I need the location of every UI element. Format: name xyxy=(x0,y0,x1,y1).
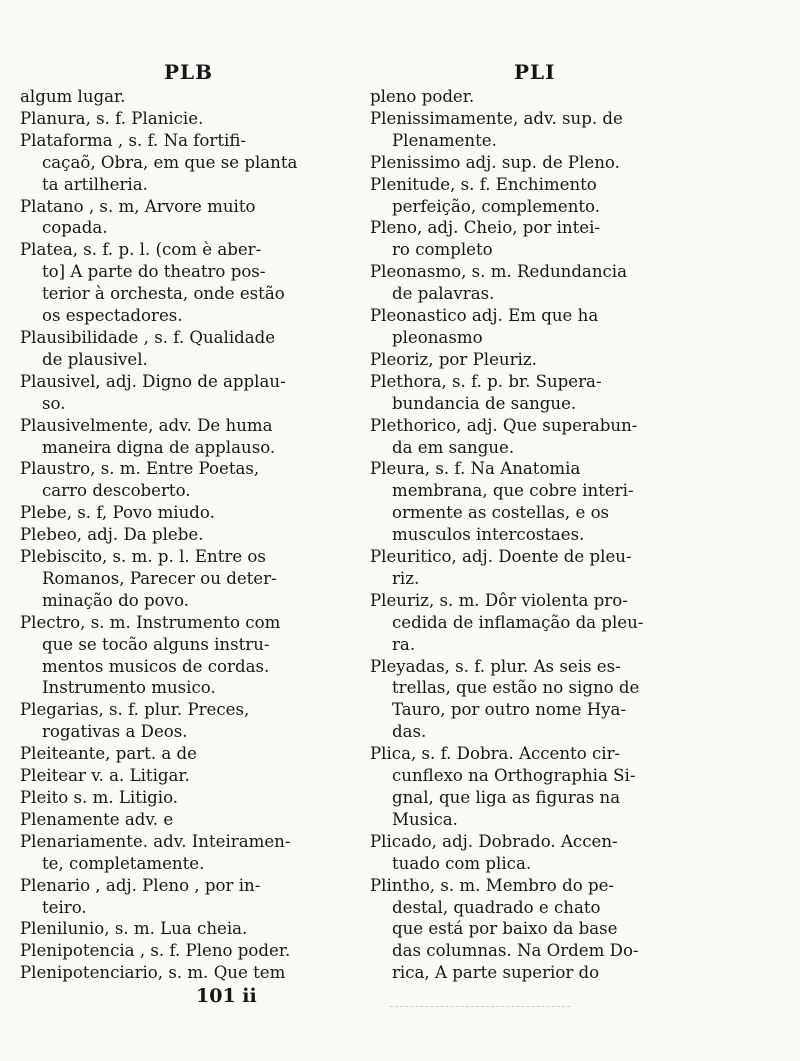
dictionary-entry xyxy=(370,831,700,875)
entry-line: maneira digna de applauso. xyxy=(42,437,276,457)
entry-line: Plegarias, s. f. plur. Preces, xyxy=(20,700,250,720)
entry-line: perfeição, complemento. xyxy=(392,196,601,216)
dictionary-entry xyxy=(20,86,355,108)
dictionary-entry xyxy=(20,612,355,700)
dictionary-entry xyxy=(20,787,355,809)
entry-line: Plataforma , s. f. Na fortifi- xyxy=(20,130,247,150)
entry-line: to] A parte do theatro pos- xyxy=(42,262,266,282)
entry-line: trellas, que estão no signo de xyxy=(392,678,640,698)
entry-line: Plebiscito, s. m. p. l. Entre os xyxy=(20,547,266,567)
entry-line: Plicado, adj. Dobrado. Accen- xyxy=(370,831,618,851)
entry-line: Platano , s. m, Arvore muito xyxy=(20,196,256,216)
entry-line: de plausivel. xyxy=(42,349,148,369)
entry-line: Plaustro, s. m. Entre Poetas, xyxy=(20,459,260,479)
dictionary-entry xyxy=(370,656,700,744)
dictionary-entry xyxy=(20,831,355,875)
entry-line: teiro. xyxy=(42,897,87,917)
dictionary-entry xyxy=(370,174,700,218)
dictionary-entry xyxy=(370,743,700,831)
entry-line: bundancia de sangue. xyxy=(392,393,577,413)
entry-line: cunflexo na Orthographia Si- xyxy=(392,766,636,786)
page-number: 101 ii xyxy=(196,985,257,1007)
dictionary-entry xyxy=(20,327,355,371)
entry-line: Pleura, s. f. Na Anatomia xyxy=(370,459,581,479)
entry-line: gnal, que liga as figuras na xyxy=(392,788,621,807)
entry-line: cedida de inflamação da pleu- xyxy=(392,612,644,632)
entry-line: Pleonasmo, s. m. Redundancia xyxy=(370,262,628,282)
footer-rule xyxy=(390,1006,570,1007)
dictionary-entry xyxy=(370,349,700,371)
entry-line: Plenipotenciario, s. m. Que tem xyxy=(20,963,286,983)
dictionary-entry xyxy=(370,371,700,415)
dictionary-entry xyxy=(20,524,355,546)
dictionary-entry xyxy=(370,546,700,590)
entry-line: Pleuritico, adj. Doente de pleu- xyxy=(370,547,632,567)
entry-line: Planura, s. f. Planicie. xyxy=(20,108,204,128)
dictionary-entry xyxy=(20,875,355,919)
entry-line: ro completo xyxy=(392,240,493,260)
dictionary-entry xyxy=(370,86,700,108)
dictionary-entry xyxy=(20,130,355,196)
entry-line: terior à orchesta, onde estão xyxy=(42,284,285,304)
entry-line: so. xyxy=(42,393,66,413)
entry-line: Plausivelmente, adv. De huma xyxy=(20,415,273,435)
entry-line: algum lugar. xyxy=(20,87,126,106)
dictionary-entry xyxy=(20,546,355,612)
dictionary-entry xyxy=(370,108,700,152)
entry-line: Platea, s. f. p. l. (com è aber- xyxy=(20,240,262,260)
dictionary-entry xyxy=(370,590,700,656)
entry-line: Plausibilidade , s. f. Qualidade xyxy=(20,327,276,347)
entry-line: que se tocão alguns instru- xyxy=(42,634,270,654)
dictionary-entry xyxy=(370,415,700,459)
entry-line: te, completamente. xyxy=(42,853,205,873)
entry-line: minação do povo. xyxy=(42,590,189,610)
entry-line: membrana, que cobre interi- xyxy=(392,481,634,501)
entry-line: Musica. xyxy=(392,809,458,829)
entry-line: Instrumento musico. xyxy=(42,678,216,698)
entry-line: de palavras. xyxy=(392,284,495,304)
dictionary-entry xyxy=(20,108,355,130)
entry-line: Plethorico, adj. Que superabun- xyxy=(370,415,638,435)
entry-line: das columnas. Na Ordem Do- xyxy=(392,941,639,961)
entry-line: Plenissimamente, adv. sup. de xyxy=(370,108,623,128)
entry-line: Tauro, por outro nome Hya- xyxy=(392,700,627,720)
dictionary-entry xyxy=(370,217,700,261)
entry-line: Pleuriz, s. m. Dôr violenta pro- xyxy=(370,590,628,610)
entry-line: ra. xyxy=(392,634,416,654)
dictionary-entry xyxy=(20,239,355,327)
entry-line: Plausivel, adj. Digno de applau- xyxy=(20,371,286,391)
entry-line: ta artilheria. xyxy=(42,174,148,194)
right-column xyxy=(370,86,700,984)
dictionary-entry xyxy=(370,261,700,305)
entry-line: copada. xyxy=(42,218,108,238)
dictionary-entry xyxy=(20,699,355,743)
entry-line: das. xyxy=(392,722,427,742)
dictionary-entry xyxy=(370,875,700,985)
right-running-headword: PLI xyxy=(514,60,556,84)
entry-line: Pleoriz, por Pleuriz. xyxy=(370,349,537,369)
entry-line: Plethora, s. f. p. br. Supera- xyxy=(370,371,602,391)
entry-line: ormente as costellas, e os xyxy=(392,503,610,523)
entry-line: riz. xyxy=(392,568,420,588)
dictionary-entry xyxy=(20,962,355,984)
entry-line: Plenissimo adj. sup. de Pleno. xyxy=(370,152,620,172)
entry-line: Pleiteante, part. a de xyxy=(20,744,197,764)
entry-line: da em sangue. xyxy=(392,437,515,457)
dictionary-entry xyxy=(20,743,355,765)
entry-line: os espectadores. xyxy=(42,306,183,326)
left-running-headword: PLB xyxy=(164,60,214,84)
entry-line: Pleno, adj. Cheio, por intei- xyxy=(370,218,600,238)
entry-line: Plebeo, adj. Da plebe. xyxy=(20,525,204,545)
entry-line: carro descoberto. xyxy=(42,481,191,501)
entry-line: Pleyadas, s. f. plur. As seis es- xyxy=(370,656,621,676)
entry-line: Pleitear v. a. Litigar. xyxy=(20,766,190,786)
entry-line: Pleonastico adj. Em que ha xyxy=(370,306,599,326)
entry-line: Plica, s. f. Dobra. Accento cir- xyxy=(370,744,621,764)
entry-line: Plenamente. xyxy=(392,130,497,150)
dictionary-entry xyxy=(20,809,355,831)
entry-line: Plenariamente. adv. Inteiramen- xyxy=(20,831,291,851)
left-column xyxy=(20,86,355,984)
dictionary-entry xyxy=(20,196,355,240)
dictionary-entry xyxy=(20,765,355,787)
entry-line: rica, A parte superior do xyxy=(392,963,600,983)
entry-line: mentos musicos de cordas. xyxy=(42,656,270,676)
entry-line: Plenitude, s. f. Enchimento xyxy=(370,174,597,194)
dictionary-entry xyxy=(20,415,355,459)
entry-line: Pleito s. m. Litigio. xyxy=(20,788,179,807)
entry-line: caçaõ, Obra, em que se planta xyxy=(42,152,298,172)
dictionary-entry xyxy=(370,305,700,349)
entry-line: que está por baixo da base xyxy=(392,919,618,939)
dictionary-entry xyxy=(20,918,355,940)
entry-line: pleno poder. xyxy=(370,87,475,106)
entry-line: Plenilunio, s. m. Lua cheia. xyxy=(20,919,248,939)
entry-line: tuado com plica. xyxy=(392,853,532,873)
entry-line: Plenamente adv. e xyxy=(20,809,174,829)
entry-line: musculos intercostaes. xyxy=(392,525,585,545)
entry-line: Plebe, s. f, Povo miudo. xyxy=(20,503,215,523)
entry-line: destal, quadrado e chato xyxy=(392,897,601,917)
entry-line: Plintho, s. m. Membro do pe- xyxy=(370,875,615,895)
entry-line: Plectro, s. m. Instrumento com xyxy=(20,612,281,632)
dictionary-entry xyxy=(20,371,355,415)
dictionary-entry xyxy=(370,152,700,174)
dictionary-entry xyxy=(20,940,355,962)
entry-line: rogativas a Deos. xyxy=(42,722,188,742)
dictionary-entry xyxy=(370,458,700,546)
dictionary-entry xyxy=(20,458,355,502)
entry-line: Plenario , adj. Pleno , por in- xyxy=(20,875,261,895)
entry-line: Romanos, Parecer ou deter- xyxy=(42,568,277,588)
entry-line: Plenipotencia , s. f. Pleno poder. xyxy=(20,941,291,961)
dictionary-entry xyxy=(20,502,355,524)
entry-line: pleonasmo xyxy=(392,327,483,347)
